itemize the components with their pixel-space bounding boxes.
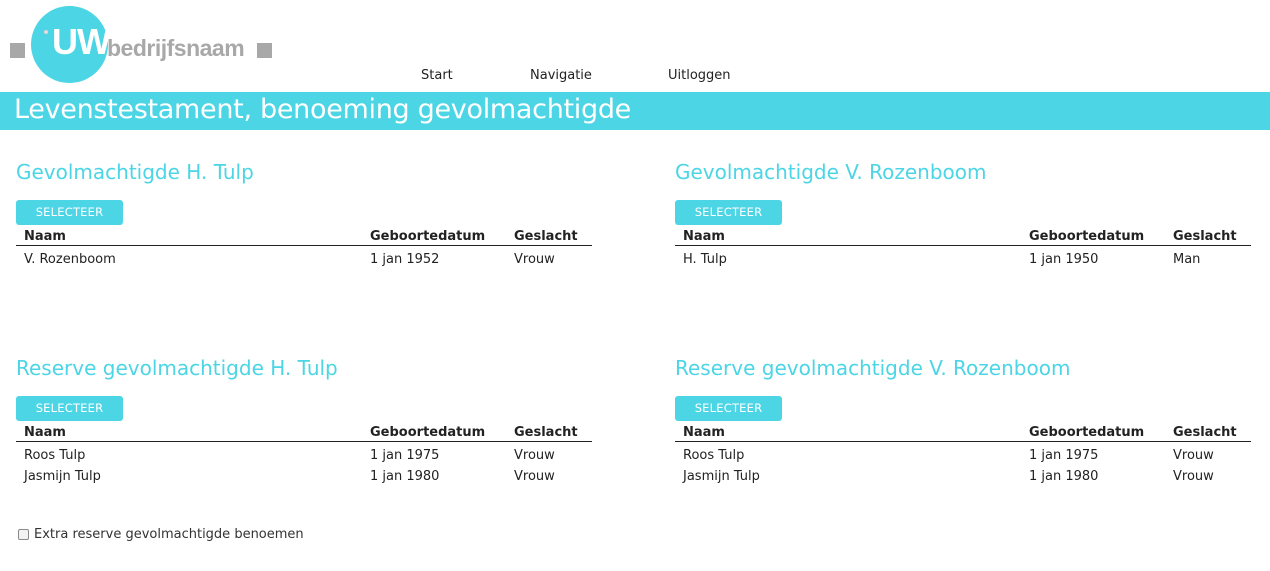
- logo-square-left: [10, 43, 25, 58]
- nav-start-link[interactable]: Start: [421, 68, 453, 83]
- cell-geboortedatum: 1 jan 1975: [370, 447, 440, 463]
- persons-table: [16, 422, 592, 484]
- cell-geboortedatum: 1 jan 1952: [370, 251, 440, 267]
- cell-geslacht: Vrouw: [1173, 468, 1214, 484]
- cell-naam: Roos Tulp: [683, 447, 745, 463]
- logo-uw-text: UW: [52, 21, 110, 62]
- persons-table: [675, 422, 1251, 484]
- selecteer-button[interactable]: SELECTEER: [675, 396, 782, 421]
- column-header-naam: Naam: [675, 226, 1021, 246]
- column-header-naam: Naam: [675, 422, 1021, 442]
- table-row[interactable]: [16, 246, 592, 268]
- table-row[interactable]: [675, 463, 1251, 484]
- persons-table: [16, 226, 592, 267]
- table-header-row: [16, 422, 592, 442]
- table-header-row: [675, 422, 1251, 442]
- page-title-bar: [0, 92, 1270, 130]
- selecteer-button[interactable]: SELECTEER: [16, 396, 123, 421]
- column-header-geboortedatum: Geboortedatum: [362, 226, 506, 246]
- column-header-naam: Naam: [16, 422, 362, 442]
- table-row[interactable]: [16, 463, 592, 484]
- cell-naam: Jasmijn Tulp: [683, 468, 760, 484]
- cell-geslacht: Vrouw: [514, 468, 555, 484]
- column-header-naam: Naam: [16, 226, 362, 246]
- table-row[interactable]: [675, 442, 1251, 464]
- extra-reserve-option[interactable]: [18, 527, 304, 542]
- section-title: Gevolmachtigde V. Rozenboom: [675, 160, 987, 184]
- company-logo[interactable]: [0, 0, 290, 90]
- nav-navigatie-link[interactable]: Navigatie: [530, 68, 592, 83]
- section-title: Gevolmachtigde H. Tulp: [16, 160, 254, 184]
- persons-table: [675, 226, 1251, 267]
- table-row[interactable]: [16, 442, 592, 464]
- column-header-geboortedatum: Geboortedatum: [1021, 422, 1165, 442]
- logo-square-right: [257, 43, 272, 58]
- section-title: Reserve gevolmachtigde H. Tulp: [16, 356, 338, 380]
- cell-naam: Jasmijn Tulp: [24, 468, 101, 484]
- selecteer-button[interactable]: SELECTEER: [675, 200, 782, 225]
- cell-naam: Roos Tulp: [24, 447, 86, 463]
- table-header-row: [675, 226, 1251, 246]
- page-title: Levenstestament, benoeming gevolmachtigde: [14, 94, 631, 125]
- nav-uitloggen-link[interactable]: Uitloggen: [668, 68, 731, 83]
- table-header-row: [16, 226, 592, 246]
- cell-geboortedatum: 1 jan 1975: [1029, 447, 1099, 463]
- cell-geslacht: Vrouw: [514, 251, 555, 267]
- column-header-geslacht: Geslacht: [1165, 422, 1251, 442]
- cell-geboortedatum: 1 jan 1980: [370, 468, 440, 484]
- cell-geslacht: Vrouw: [514, 447, 555, 463]
- column-header-geslacht: Geslacht: [506, 422, 592, 442]
- section-title: Reserve gevolmachtigde V. Rozenboom: [675, 356, 1071, 380]
- cell-geboortedatum: 1 jan 1950: [1029, 251, 1099, 267]
- extra-reserve-checkbox[interactable]: [18, 529, 29, 540]
- cell-geboortedatum: 1 jan 1980: [1029, 468, 1099, 484]
- table-row[interactable]: [675, 246, 1251, 268]
- column-header-geboortedatum: Geboortedatum: [1021, 226, 1165, 246]
- cell-naam: H. Tulp: [683, 251, 727, 267]
- column-header-geslacht: Geslacht: [1165, 226, 1251, 246]
- selecteer-button[interactable]: SELECTEER: [16, 200, 123, 225]
- column-header-geslacht: Geslacht: [506, 226, 592, 246]
- extra-reserve-label[interactable]: Extra reserve gevolmachtigde benoemen: [34, 527, 304, 542]
- cell-naam: V. Rozenboom: [24, 251, 116, 267]
- logo-dot: [44, 30, 48, 34]
- column-header-geboortedatum: Geboortedatum: [362, 422, 506, 442]
- cell-geslacht: Vrouw: [1173, 447, 1214, 463]
- cell-geslacht: Man: [1173, 251, 1201, 267]
- logo-company-name: bedrijfsnaam: [107, 35, 245, 61]
